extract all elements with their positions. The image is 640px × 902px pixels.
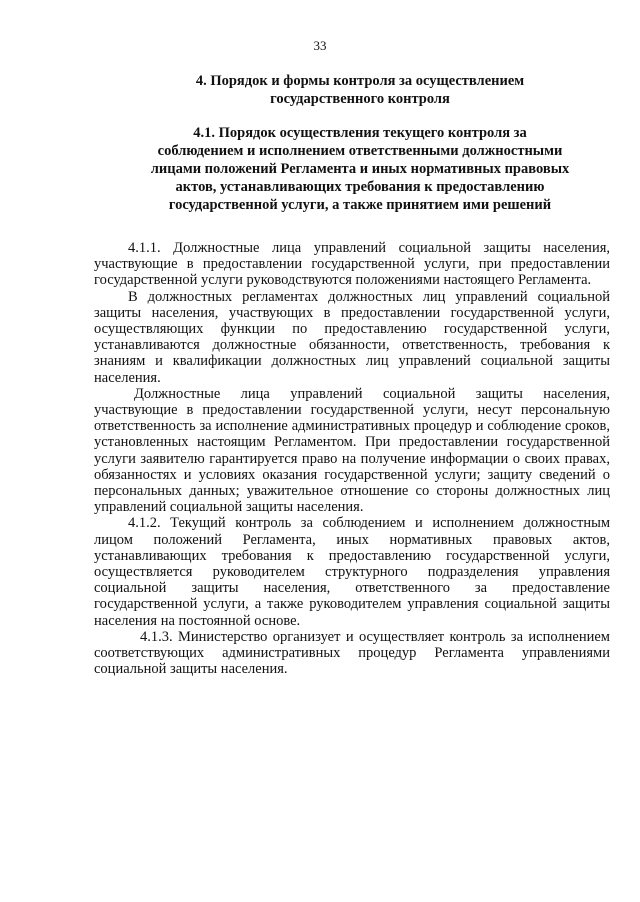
paragraph: 4.1.2. Текущий контроль за соблюдением и исполнением должностным лицом положений Регламента, иных нормативных правовых актов, устанавливающих требования к предоставлению государственной услуги, осуществляется руководителем структурного подразделения управления социальной защиты населения, ответственного за предоставление государственной услуги, а также руководителем управления социальной защиты населения на постоянной основе. xyxy=(94,515,610,629)
section-title: 4. Порядок и формы контроля за осуществлением государственного контроля xyxy=(195,73,525,107)
body-text xyxy=(94,240,610,677)
paragraph: Должностные лица управлений социальной защиты населения, участвующие в предоставлении государственной услуги, несут персональную ответственность за исполнение административных процедур и соблюдение сроков, установленных настоящим Регламентом. При предоставлении государственной услуги заявителю гарантируется право на получение информации о своих правах, обязанностях и условиях оказания государственной услуги; защиту сведений о персональных данных; уважительное отношение со стороны должностных лиц управлений социальной защиты населения. xyxy=(94,385,610,516)
paragraph: В должностных регламентах должностных лиц управлений социальной защиты населения, участвующих в предоставлении государственной услуги, осуществляющих функции по предоставлению государственной услуги, устанавливаются должностные обязанности, ответственность, требования к знаниям и квалификации должностных лиц управлений социальной защиты населения. xyxy=(94,288,610,386)
page-number: 33 xyxy=(313,38,327,53)
subsection-title: 4.1. Порядок осуществления текущего контроля за соблюдением и исполнением ответственными должностными лицами положений Регламента и иных нормативных правовых актов, устанавливающих требования к предоставлению государственной услуги, а также принятием ими решений xyxy=(150,125,570,213)
paragraph: 4.1.1. Должностные лица управлений социальной защиты населения, участвующие в предоставлении государственной услуги, при предоставлении государственной услуги руководствуются положениями настоящего Регламента. xyxy=(94,240,610,289)
paragraph: 4.1.3. Министерство организует и осуществляет контроль за исполнением соответствующих административных процедур Регламента управлениями социальной защиты населения. xyxy=(94,628,610,678)
